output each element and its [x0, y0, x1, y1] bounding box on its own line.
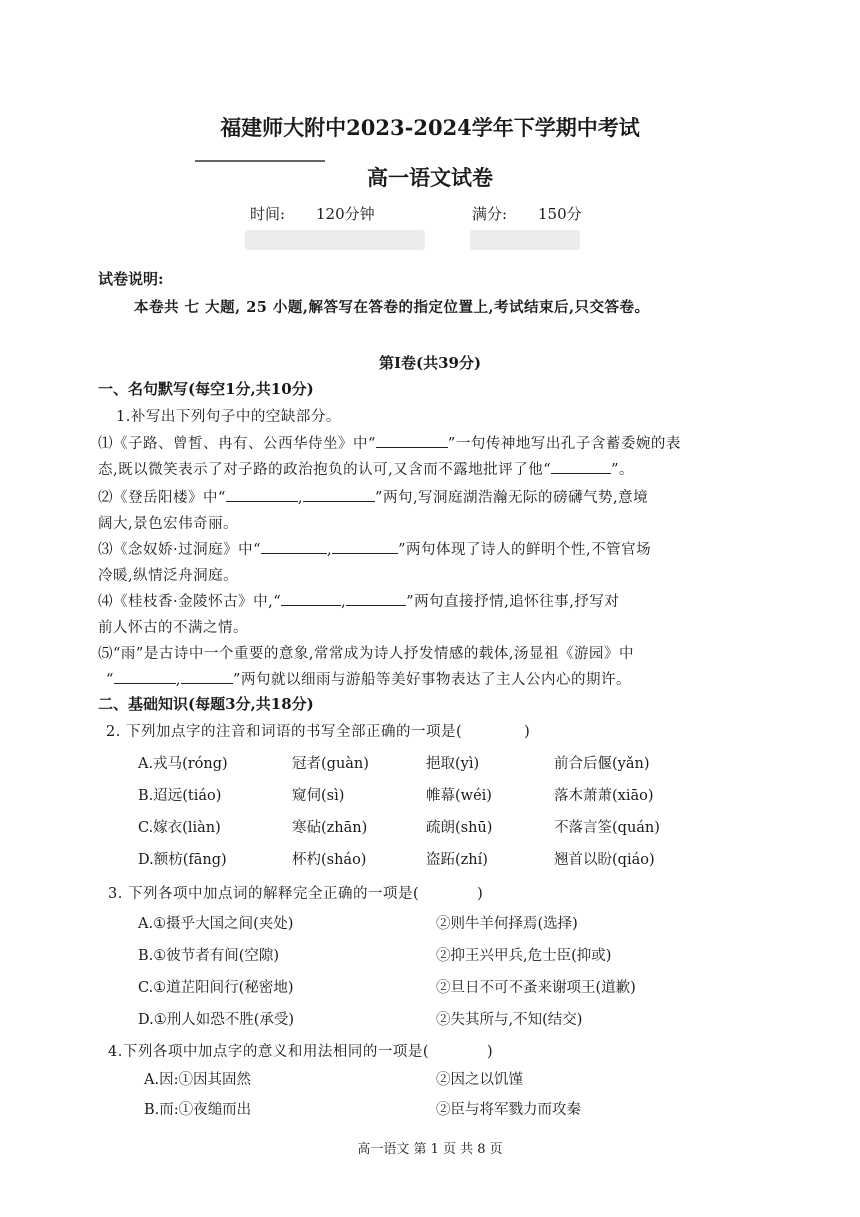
- q4-stem: [108, 1040, 493, 1061]
- q3-row-b-1[interactable]: B.①彼节者有间(空隙): [138, 948, 280, 964]
- q1-item3-blank2[interactable]: [332, 539, 398, 554]
- instructions-text: 本卷共 七 大题, 25 小题,解答写在答卷的指定位置上,考试结束后,只交答卷。: [134, 299, 650, 316]
- q3-stem-text: 3. 下列各项中加点词的解释完全正确的一项是(: [108, 886, 420, 902]
- q2-row-c-1[interactable]: C.嫁衣(liàn): [138, 820, 221, 836]
- q3-stem-close: ): [477, 886, 484, 902]
- q1-item3-text-a: ⑶《念奴娇·过洞庭》中“: [98, 542, 262, 558]
- q2-row-c-4: 不落言筌(quán): [554, 820, 660, 836]
- q3-row-a-2: ②则牛羊何择焉(选择): [436, 916, 578, 932]
- q4-row-b-1[interactable]: B.而:①夜缒而出: [144, 1102, 252, 1118]
- q1-item2-blank2[interactable]: [303, 487, 375, 502]
- q1-item4-text-a: ⑷《桂枝香·金陵怀古》中,“: [98, 594, 282, 610]
- section1-title: 一、名句默写(每空1分,共10分): [98, 380, 314, 398]
- q3-row-c-1[interactable]: C.①道芷阳间行(秘密地): [138, 980, 294, 996]
- q1-item5-line1: ⑸“雨”是古诗中一个重要的意象,常常成为诗人抒发情感的载体,汤显祖《游园》中: [98, 646, 635, 662]
- q3-stem: [108, 882, 483, 903]
- score-value: 150分: [538, 205, 582, 223]
- q1-item2-blank1[interactable]: [226, 487, 298, 502]
- q2-stem-close: ): [524, 724, 531, 740]
- q1-item1-text-a: ⑴《子路、曾皙、冉有、公西华侍坐》中“: [98, 436, 376, 452]
- q1-item1-text-d: ”。: [611, 462, 635, 478]
- q1-item3-line2: 冷暖,纵情泛舟洞庭。: [98, 568, 239, 584]
- q1-item2-line1: [98, 486, 648, 507]
- q1-item2-text-b: ”两句,写洞庭湖浩瀚无际的磅礴气势,意境: [375, 490, 649, 506]
- q1-item5-blank1[interactable]: [114, 669, 176, 684]
- q1-item2-text-a: ⑵《登岳阳楼》中“: [98, 490, 226, 506]
- page-footer: 高一语文 第 1 页 共 8 页: [357, 1142, 503, 1157]
- redacted-area-left: [245, 230, 425, 250]
- redacted-area-right: [470, 230, 580, 250]
- q2-row-c-2: 寒砧(zhān): [292, 820, 368, 836]
- q1-item1-blank2[interactable]: [551, 459, 611, 474]
- q2-row-b-4: 落木萧萧(xiāo): [554, 788, 654, 804]
- q1-item4-line1: [98, 590, 619, 611]
- time-label: 时间:: [250, 205, 286, 223]
- q4-row-a-2: ②因之以饥馑: [436, 1072, 523, 1088]
- q1-item1-line1: [98, 432, 681, 453]
- q1-item2-sep: ,: [297, 490, 304, 506]
- q2-row-b-1[interactable]: B.迢远(tiáo): [138, 788, 222, 804]
- q1-item5-blank2[interactable]: [181, 669, 233, 684]
- q2-row-d-2: 杯杓(sháo): [292, 852, 367, 868]
- q1-item1-line2: [98, 458, 634, 479]
- q1-item3-line1: [98, 538, 651, 559]
- instructions-label: 试卷说明:: [98, 270, 164, 288]
- section2-title: 二、基础知识(每题3分,共18分): [98, 695, 314, 713]
- q3-row-b-2: ②抑王兴甲兵,危士臣(抑或): [436, 948, 612, 964]
- part1-title: 第Ⅰ卷(共39分): [378, 354, 482, 372]
- q1-item3-sep: ,: [327, 542, 333, 558]
- q1-item1-blank1[interactable]: [376, 433, 448, 448]
- exam-subtitle: 高一语文试卷: [367, 165, 493, 190]
- q1-item4-sep: ,: [341, 594, 347, 610]
- q2-row-a-1[interactable]: A.戎马(róng): [138, 756, 228, 772]
- q1-item5-text-c: ”两句就以细雨与游船等美好事物表达了主人公内心的期许。: [233, 672, 631, 688]
- q1-item4-blank2[interactable]: [346, 591, 406, 606]
- q4-row-b-2: ②臣与将军戮力而攻秦: [436, 1102, 581, 1118]
- q3-row-d-1[interactable]: D.①刑人如恐不胜(承受): [138, 1012, 295, 1028]
- q2-row-c-3: 疏朗(shū): [426, 820, 493, 836]
- q1-item3-blank1[interactable]: [261, 539, 327, 554]
- q3-row-a-1[interactable]: A.①摄乎大国之间(夹处): [138, 916, 294, 932]
- q3-row-c-2: ②旦日不可不蚤来谢项王(道歉): [436, 980, 636, 996]
- q2-row-a-2: 冠者(guàn): [292, 756, 369, 772]
- q2-row-d-1[interactable]: D.额枋(fāng): [138, 852, 227, 868]
- q1-item1-text-c: 态,既以微笑表示了对子路的政治抱负的认可,又含而不露地批评了他“: [98, 462, 552, 478]
- q3-row-d-2: ②失其所与,不知(结交): [436, 1012, 583, 1028]
- q1-stem: 1.补写出下列句子中的空缺部分。: [116, 409, 341, 425]
- q1-item5-sep: ,: [175, 672, 182, 688]
- q2-stem-text: 2. 下列加点字的注音和词语的书写全部正确的一项是(: [106, 724, 463, 740]
- q1-item3-text-b: ”两句体现了诗人的鲜明个性,不管官场: [398, 542, 652, 558]
- q2-row-d-4: 翘首以盼(qiáo): [554, 852, 655, 868]
- q2-row-b-3: 帷幕(wéi): [426, 788, 492, 804]
- q4-row-a-1[interactable]: A.因:①因其固然: [144, 1072, 251, 1088]
- score-label: 满分:: [472, 205, 508, 223]
- time-value: 120分钟: [316, 205, 375, 223]
- q2-row-d-3: 盗跖(zhí): [426, 852, 488, 868]
- q2-row-a-4: 前合后偃(yǎn): [554, 756, 650, 772]
- q1-item4-line2: 前人怀古的不满之情。: [98, 620, 248, 636]
- q4-stem-text: 4.下列各项中加点字的意义和用法相同的一项是(: [108, 1044, 429, 1060]
- q2-row-a-3: 挹取(yì): [426, 756, 480, 772]
- q2-row-b-2: 窥伺(sì): [292, 788, 345, 804]
- exam-title: 福建师大附中2023-2024学年下学期中考试: [220, 115, 640, 140]
- q1-item5-text-b: “: [106, 672, 114, 688]
- q2-stem: [106, 720, 530, 741]
- q1-item1-text-b: ”一句传神地写出孔子含蓄委婉的表: [447, 436, 681, 452]
- q1-item4-blank1[interactable]: [281, 591, 341, 606]
- q1-item2-line2: 阔大,景色宏伟奇丽。: [98, 516, 239, 532]
- q4-stem-close: ): [487, 1044, 494, 1060]
- q1-item4-text-b: ”两句直接抒情,追怀往事,抒写对: [406, 594, 620, 610]
- q1-item5-line2: [106, 668, 631, 689]
